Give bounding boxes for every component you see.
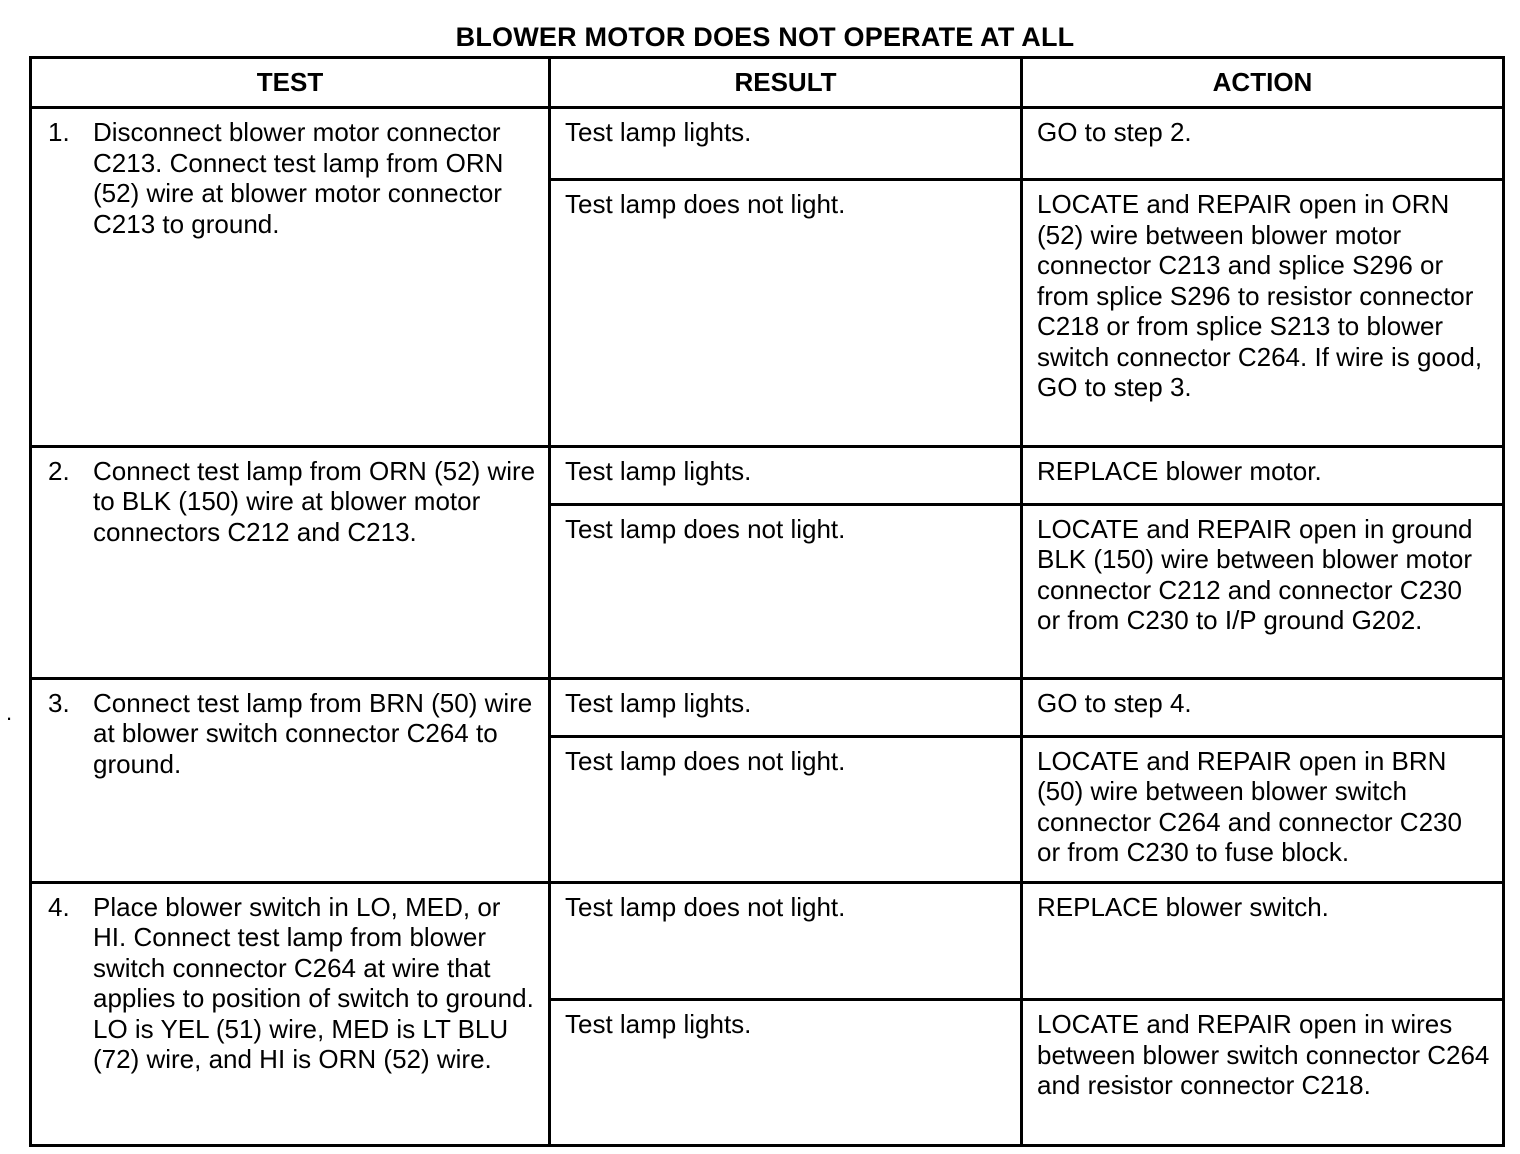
result-cell: Test lamp does not light.: [550, 736, 1022, 882]
test-text: Disconnect blower motor connector C213. Connect test lamp from ORN (52) wire at blower motor connector C213 to ground.: [93, 117, 504, 239]
page-title: BLOWER MOTOR DOES NOT OPERATE AT ALL: [455, 22, 1075, 52]
action-cell: LOCATE and REPAIR open in ground BLK (150) wire between blower motor connector C212 and connector C230 or from C230 to I/P ground G202.: [1022, 504, 1504, 678]
action-cell: REPLACE blower switch.: [1022, 882, 1504, 1000]
column-header-action: ACTION: [1022, 58, 1504, 108]
action-cell: REPLACE blower motor.: [1022, 446, 1504, 504]
test-text: Place blower switch in LO, MED, or HI. Connect test lamp from blower switch connector C264 at wire that applies to position of switch to ground. LO is YEL (51) wire, MED is LT BLU (72) wire, and HI is ORN (52) wire.: [93, 891, 534, 1075]
result-cell: Test lamp lights.: [550, 108, 1022, 180]
table-row: [31, 446, 1504, 504]
step-number: 4.: [48, 891, 70, 922]
step-number: 1.: [48, 117, 70, 147]
action-cell: LOCATE and REPAIR open in wires between blower switch connector C264 and resistor connector C218.: [1022, 1000, 1504, 1146]
result-cell: Test lamp lights.: [550, 446, 1022, 504]
action-cell: GO to step 4.: [1022, 678, 1504, 736]
table-row: [31, 678, 1504, 736]
result-cell: Test lamp does not light.: [550, 504, 1022, 678]
action-cell: GO to step 2.: [1022, 108, 1504, 180]
table-row: [31, 108, 1504, 180]
test-cell: [31, 882, 550, 1145]
test-cell: [31, 678, 550, 882]
action-cell: LOCATE and REPAIR open in BRN (50) wire between blower switch connector C264 and connector C230 or from C230 to fuse block.: [1022, 736, 1504, 882]
result-cell: Test lamp lights.: [550, 678, 1022, 736]
column-header-test: TEST: [31, 58, 550, 108]
table-row: [31, 882, 1504, 1000]
result-cell: Test lamp lights.: [550, 1000, 1022, 1146]
test-text: Connect test lamp from BRN (50) wire at blower switch connector C264 to ground.: [93, 687, 533, 779]
test-cell: [31, 446, 550, 678]
column-header-result: RESULT: [550, 58, 1022, 108]
stray-mark: .: [6, 700, 13, 725]
step-number: 3.: [48, 687, 70, 718]
step-number: 2.: [48, 455, 70, 486]
result-cell: Test lamp does not light.: [550, 882, 1022, 1000]
action-cell: LOCATE and REPAIR open in ORN (52) wire between blower motor connector C213 and splice S296 or from splice S296 to resistor connector C218 or from splice S213 to blower switch connector C264. If wire is good, GO to step 3.: [1022, 180, 1504, 446]
header-row: [31, 58, 1504, 108]
result-cell: Test lamp does not light.: [550, 180, 1022, 446]
test-text: Connect test lamp from ORN (52) wire to BLK (150) wire at blower motor connectors C212 and C213.: [93, 455, 536, 547]
test-cell: [31, 108, 550, 447]
diagnostic-table: [29, 56, 1505, 1147]
